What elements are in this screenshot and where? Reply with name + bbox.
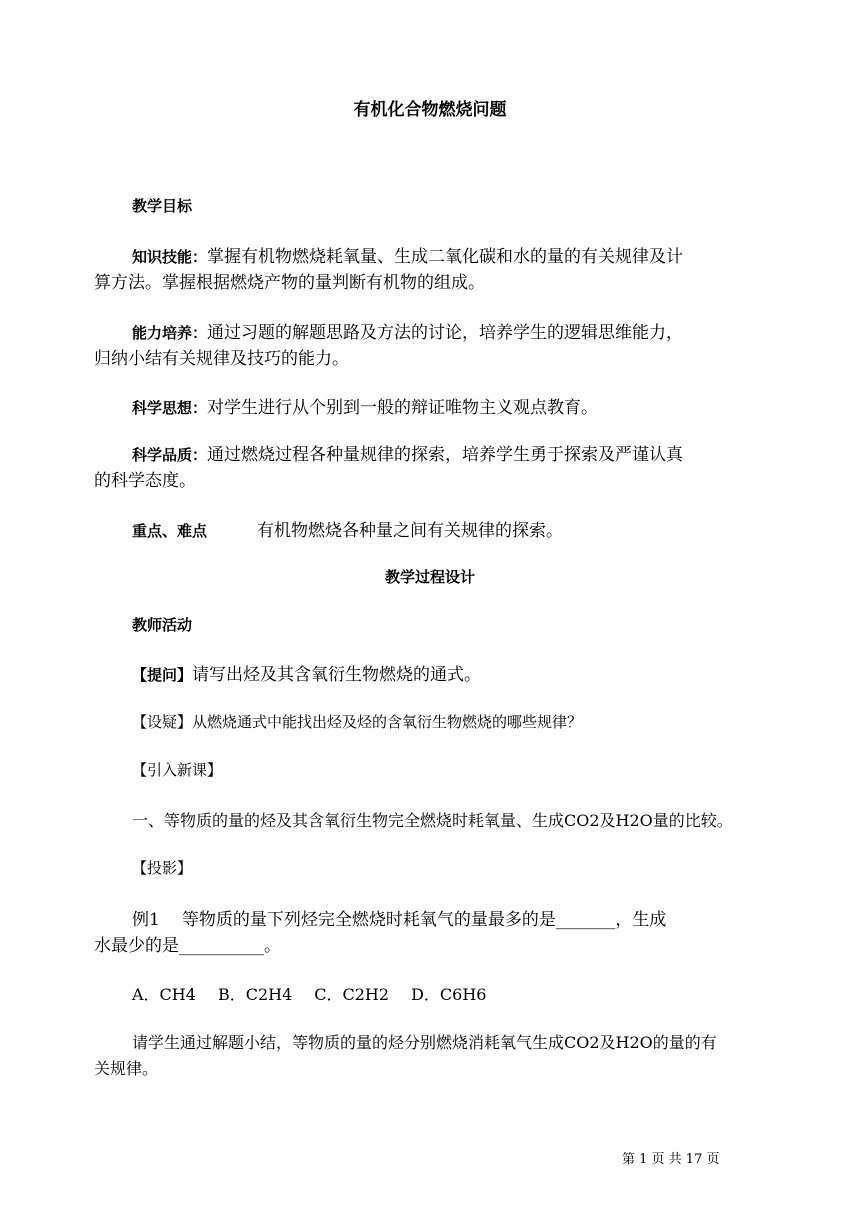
example-1-paragraph: [94, 905, 812, 930]
projection-label: 【投影】: [132, 859, 193, 877]
quality-paragraph: [94, 440, 812, 465]
summary-text-2: 关规律。: [94, 1059, 159, 1078]
option-c: C．C2H2: [314, 985, 390, 1004]
intro-label: 【引入新课】: [132, 761, 223, 779]
quality-text-1: 通过燃烧过程各种量规律的探索，培养学生勇于探索及严谨认真: [207, 445, 684, 465]
ask-label: 【提问】: [132, 666, 193, 684]
example-options: [94, 982, 812, 1005]
teacher-heading: 教师活动: [132, 616, 193, 634]
quality-label: 科学品质：: [132, 446, 208, 464]
objectives-heading: 教学目标: [132, 197, 193, 215]
summary-text-1: 请学生通过解题小结，等物质的量的烃分别燃烧消耗氧气生成CO2及H2O的量的有: [132, 1033, 717, 1052]
ask-text: 请写出烃及其含氧衍生物燃烧的通式。: [192, 665, 482, 685]
knowledge-paragraph: [94, 242, 812, 267]
option-b: B．C2H4: [217, 985, 293, 1004]
process-heading: 教学过程设计: [384, 568, 475, 586]
ability-text-1: 通过习题的解题思路及方法的讨论，培养学生的逻辑思维能力，: [207, 323, 684, 343]
ask-paragraph: [94, 660, 812, 685]
knowledge-text-2: 算方法。掌握根据燃烧产物的量判断有机物的组成。: [94, 273, 485, 293]
quality-text-2: 的科学态度。: [94, 471, 196, 491]
keypoints-paragraph: [94, 516, 812, 541]
knowledge-text-1: 掌握有机物燃烧耗氧量、生成二氧化碳和水的量的有关规律及计: [207, 247, 684, 267]
doubt-text: 从燃烧通式中能找出烃及烃的含氧衍生物燃烧的哪些规律？: [192, 713, 583, 731]
example-text-2: 水最少的是__________。: [94, 936, 281, 956]
doubt-paragraph: [94, 711, 812, 732]
keypoints-text: 有机物燃烧各种量之间有关规律的探索。: [257, 521, 564, 541]
example-text-1: 等物质的量下列烃完全燃烧时耗氧气的量最多的是_______，生成: [181, 910, 667, 930]
knowledge-label: 知识技能：: [132, 248, 208, 266]
ability-label: 能力培养：: [132, 324, 208, 342]
thinking-paragraph: [94, 393, 812, 418]
ability-paragraph: [94, 318, 812, 343]
section-1-heading: 一、等物质的量的烃及其含氧衍生物完全燃烧时耗氧量、生成CO2及H2O量的比较。: [132, 811, 733, 830]
option-d: D．C6H6: [411, 985, 487, 1004]
example-label: 例1: [132, 910, 160, 930]
thinking-text: 对学生进行从个别到一般的辩证唯物主义观点教育。: [207, 398, 599, 418]
page-footer: 第 1 页 共 17 页: [622, 1152, 720, 1167]
keypoints-label: 重点、难点: [132, 522, 208, 540]
option-a: A．CH4: [132, 985, 196, 1004]
page-title: 有机化合物燃烧问题: [353, 100, 507, 120]
doubt-label: 【设疑】: [132, 713, 193, 731]
thinking-label: 科学思想：: [132, 399, 208, 417]
ability-text-2: 归纳小结有关规律及技巧的能力。: [94, 349, 349, 369]
